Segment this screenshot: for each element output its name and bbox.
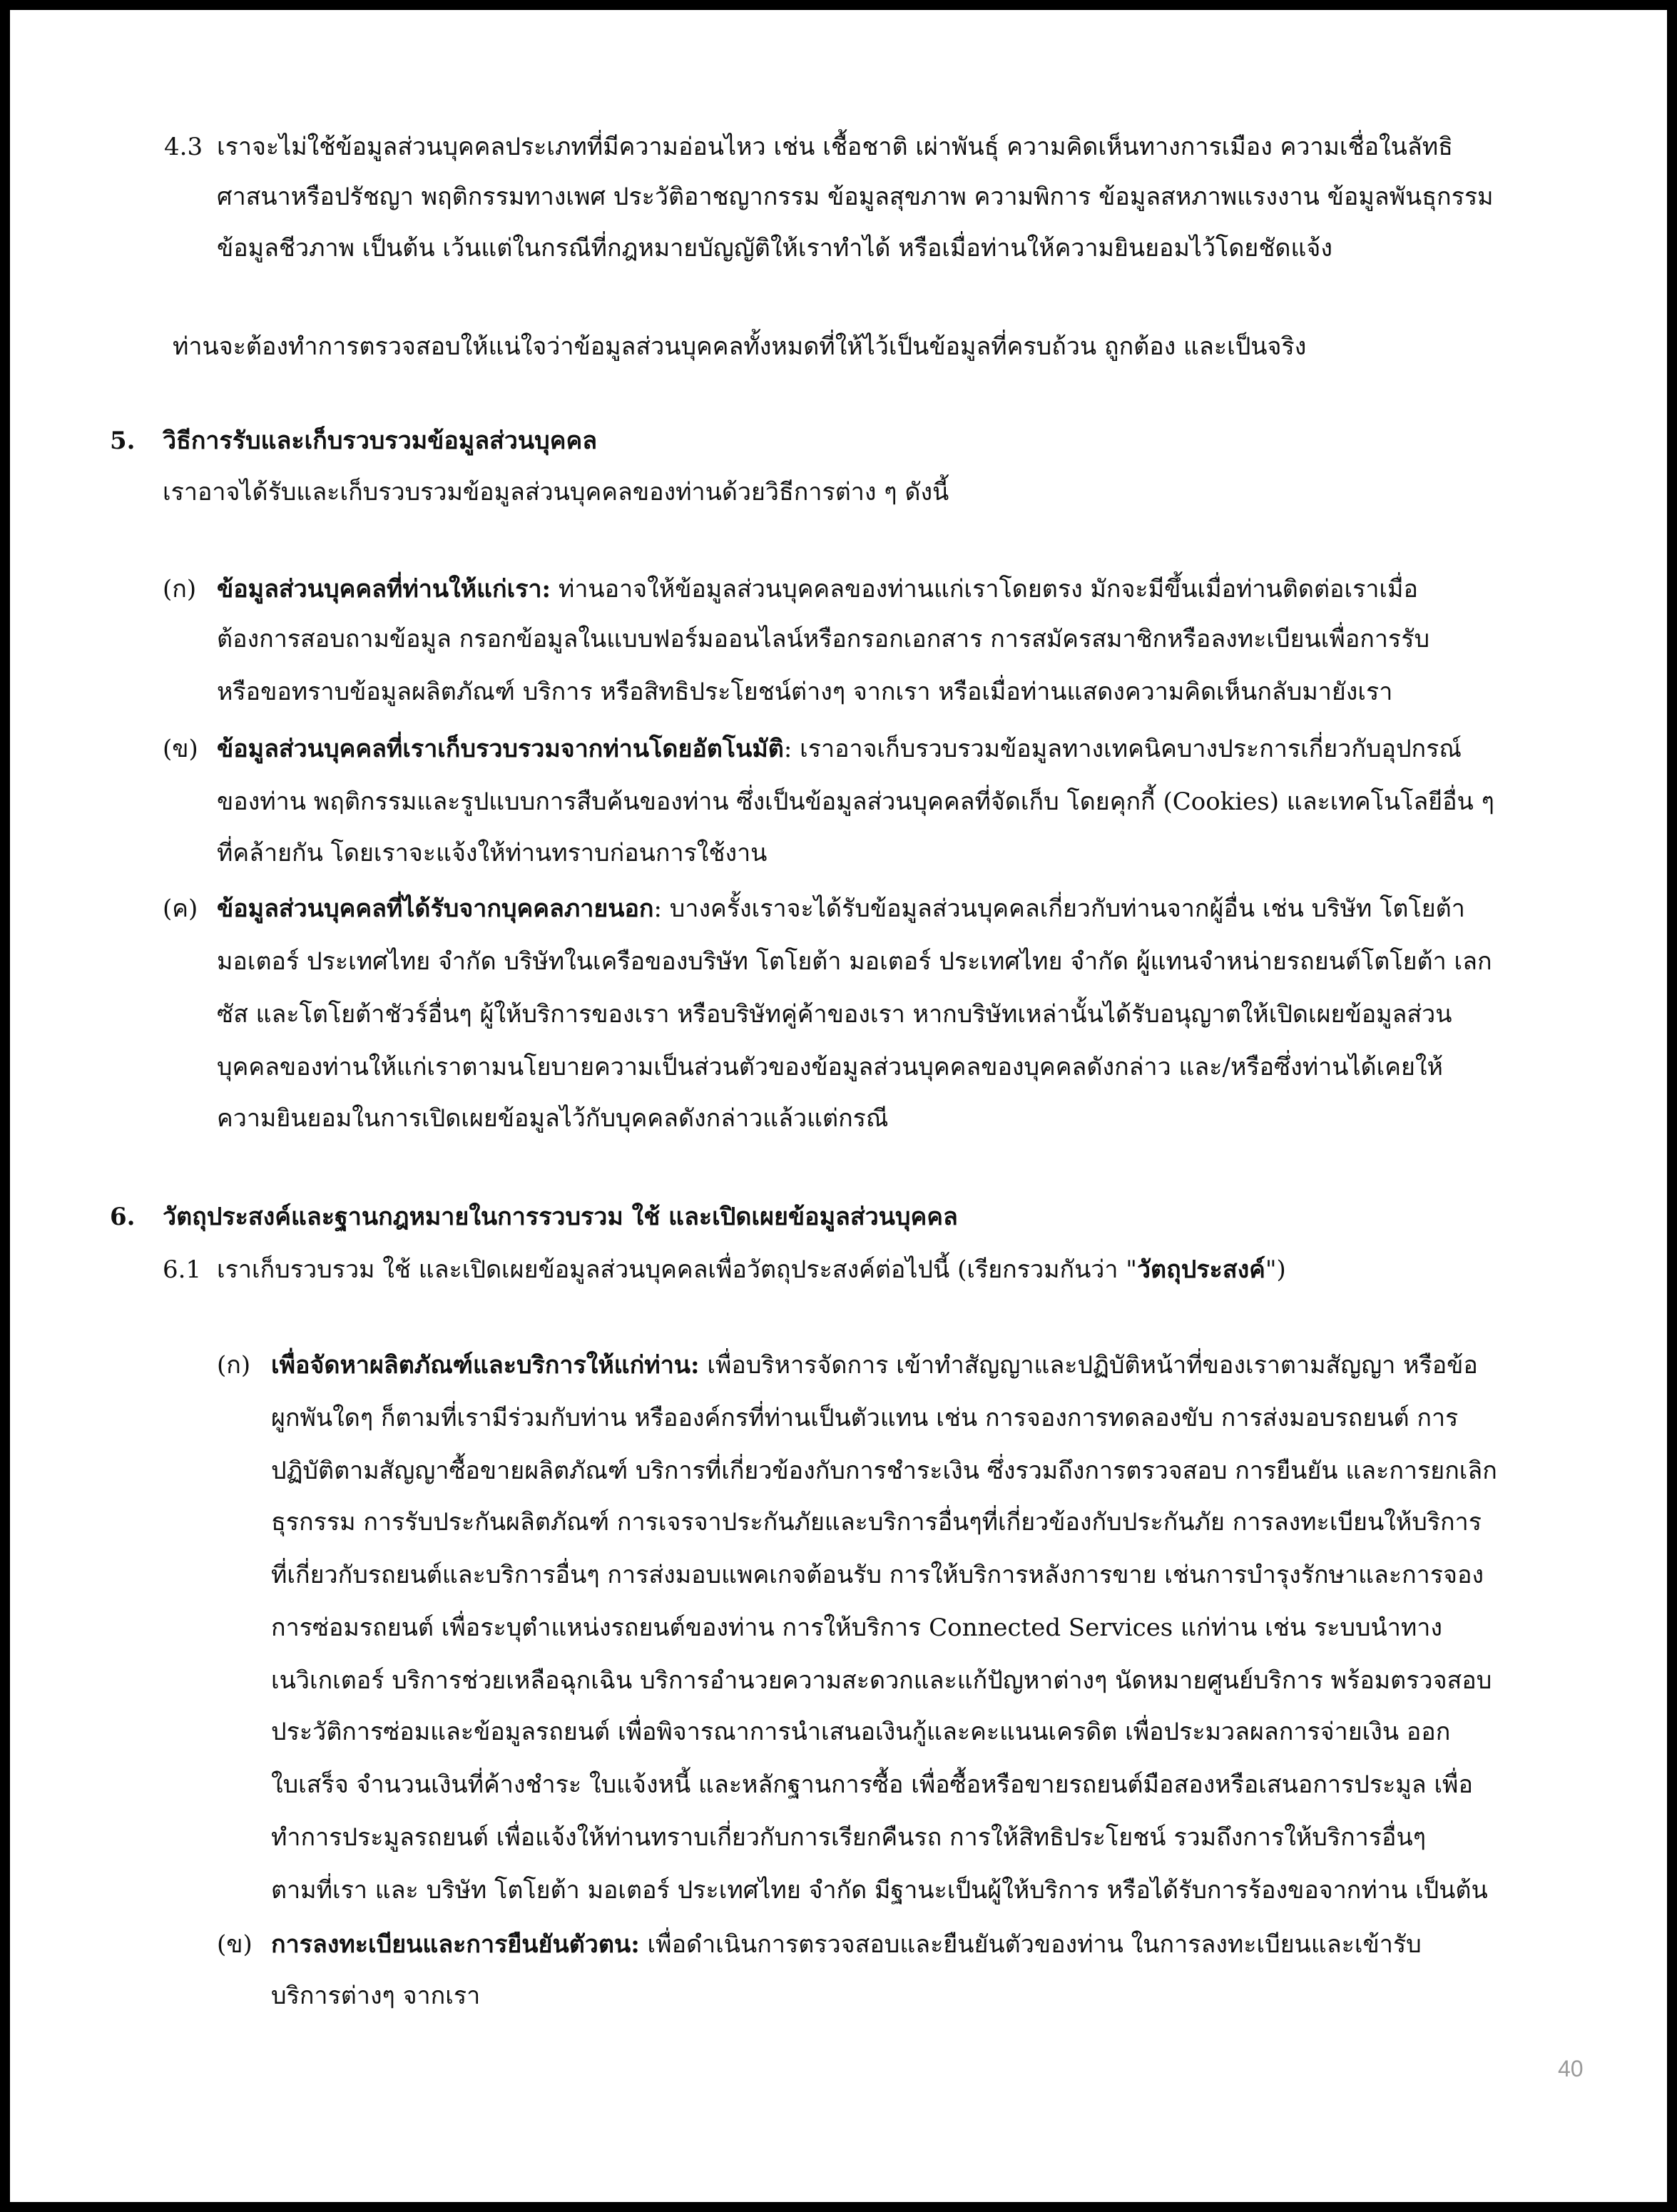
section-5-heading: วิธีการรับและเก็บรวบรวมข้อมูลส่วนบุคคล	[163, 427, 598, 455]
section-6-item-line: ปฏิบัติตามสัญญาซื้อขายผลิตภัณฑ์ บริการที่เกี่ยวข้องกับการชำระเงิน ซึ่งรวมถึงการตรวจสอบ การยืนยัน และการยกเลิก	[271, 1457, 1497, 1485]
section-5-item-line: บุคคลของท่านให้แก่เราตามนโยบายความเป็นส่วนตัวของข้อมูลส่วนบุคคลของบุคคลดังกล่าว และ/หรือซึ่งท่านได้เคยให้	[217, 1053, 1443, 1081]
section-6-item-marker: (ข)	[217, 1930, 253, 1959]
section-6-item-line: ที่เกี่ยวกับรถยนต์และบริการอื่นๆ การส่งมอบแพคเกจต้อนรับ การให้บริการหลังการขาย เช่นการบำรุงรักษาและการจอง	[271, 1561, 1484, 1589]
section-6-item-line: การซ่อมรถยนต์ เพื่อระบุตำแหน่งรถยนต์ของท่าน การให้บริการ Connected Services แก่ท่าน เช่น ระบบนำทาง	[271, 1614, 1442, 1642]
section-5-item-first-line	[217, 892, 1465, 926]
section-5-item-line: มอเตอร์ ประเทศไทย จำกัด บริษัทในเครือของบริษัท โตโยต้า มอเตอร์ ประเทศไทย จำกัด ผู้แทนจำหน่ายรถยนต์โตโยต้า เลก	[217, 947, 1492, 976]
section-6-item-line: บริการต่างๆ จากเรา	[271, 1982, 481, 2010]
section-4-3-line: ข้อมูลชีวภาพ เป็นต้น เว้นแต่ในกรณีที่กฎหมายบัญญัติให้เราทำได้ หรือเมื่อท่านให้ความยินยอมไว้โดยชัดแจ้ง	[217, 234, 1332, 263]
section-6-1-text-start: เราเก็บรวบรวม ใช้ และเปิดเผยข้อมูลส่วนบุคคลเพื่อวัตถุประสงค์ต่อไปนี้ (เรียกรวมกันว่า "	[217, 1255, 1137, 1284]
section-5-item-title: ข้อมูลส่วนบุคคลที่ได้รับจากบุคคลภายนอก	[217, 895, 654, 923]
section-6-number: 6.	[110, 1203, 136, 1231]
section-5-item-title: ข้อมูลส่วนบุคคลที่ท่านให้แก่เรา:	[217, 575, 551, 603]
section-6-1-text-end: ")	[1265, 1255, 1286, 1284]
section-6-item-line: เนวิเกเตอร์ บริการช่วยเหลือฉุกเฉิน บริการอำนวยความสะดวกและแก้ปัญหาต่างๆ นัดหมายศูนย์บริการ พร้อมตรวจสอบ	[271, 1666, 1492, 1695]
section-6-1-term: วัตถุประสงค์	[1136, 1255, 1265, 1284]
section-5-item-text: ท่านอาจให้ข้อมูลส่วนบุคคลของท่านแก่เราโดยตรง มักจะมีขึ้นเมื่อท่านติดต่อเราเมื่อ	[551, 575, 1418, 603]
section-5-item-marker: (ก)	[163, 575, 197, 603]
section-5-item-text: : บางครั้งเราจะได้รับข้อมูลส่วนบุคคลเกี่ยวกับท่านจากผู้อื่น เช่น บริษัท โตโยต้า	[653, 895, 1465, 923]
section-4-3-number: 4.3	[164, 133, 203, 161]
section-5-item-line: ซัส และโตโยต้าชัวร์อื่นๆ ผู้ให้บริการของเรา หรือบริษัทคู่ค้าของเรา หากบริษัทเหล่านั้นได้รับอนุญาตให้เปิดเผยข้อมูลส่วน	[217, 1000, 1452, 1029]
section-6-1-number: 6.1	[163, 1255, 202, 1284]
section-5-item-first-line	[217, 572, 1418, 606]
page-number: 40	[1558, 2056, 1584, 2081]
section-5-item-line: หรือขอทราบข้อมูลผลิตภัณฑ์ บริการ หรือสิทธิประโยชน์ต่างๆ จากเรา หรือเมื่อท่านแสดงความคิดเห็นกลับมายังเรา	[217, 678, 1393, 706]
section-6-1-text	[217, 1253, 1286, 1287]
section-6-item-line: ทำการประมูลรถยนต์ เพื่อแจ้งให้ท่านทราบเกี่ยวกับการเรียกคืนรถ การให้สิทธิประโยชน์ รวมถึงการให้บริการอื่นๆ	[271, 1823, 1426, 1852]
section-5-item-line: ความยินยอมในการเปิดเผยข้อมูลไว้กับบุคคลดังกล่าวแล้วแต่กรณี	[217, 1104, 889, 1133]
section-5-intro: เราอาจได้รับและเก็บรวบรวมข้อมูลส่วนบุคคลของท่านด้วยวิธีการต่าง ๆ ดังนี้	[163, 478, 949, 506]
section-5-item-line: ที่คล้ายกัน โดยเราจะแจ้งให้ท่านทราบก่อนการใช้งาน	[217, 839, 768, 867]
section-6-item-text: เพื่อบริหารจัดการ เข้าทำสัญญาและปฏิบัติหน้าที่ของเราตามสัญญา หรือข้อ	[699, 1351, 1478, 1380]
section-5-item-line: ของท่าน พฤติกรรมและรูปแบบการสืบค้นของท่าน ซึ่งเป็นข้อมูลส่วนบุคคลที่จัดเก็บ โดยคุกกี้ (Cookies) และเทคโนโลยีอื่น ๆ	[217, 788, 1494, 816]
section-5-item-line: ต้องการสอบถามข้อมูล กรอกข้อมูลในแบบฟอร์มออนไลน์หรือกรอกเอกสาร การสมัครสมาชิกหรือลงทะเบียนเพื่อการรับ	[217, 625, 1430, 653]
section-6-item-text: เพื่อดำเนินการตรวจสอบและยืนยันตัวของท่าน ในการลงทะเบียนและเข้ารับ	[639, 1930, 1422, 1959]
section-5-number: 5.	[110, 427, 136, 455]
section-6-item-line: ผูกพันใดๆ ก็ตามที่เรามีร่วมกับท่าน หรือองค์กรที่ท่านเป็นตัวแทน เช่น การจองการทดลองขับ การส่งมอบรถยนต์ การ	[271, 1404, 1459, 1432]
verify-note: ท่านจะต้องทำการตรวจสอบให้แน่ใจว่าข้อมูลส่วนบุคคลทั้งหมดที่ให้ไว้เป็นข้อมูลที่ครบถ้วน ถูกต้อง และเป็นจริง	[173, 332, 1307, 361]
section-6-item-line: ตามที่เรา และ บริษัท โตโยต้า มอเตอร์ ประเทศไทย จำกัด มีฐานะเป็นผู้ให้บริการ หรือได้รับการร้องขอจากท่าน เป็นต้น	[271, 1876, 1488, 1905]
section-6-item-marker: (ก)	[217, 1351, 251, 1380]
section-5-item-first-line	[217, 732, 1462, 766]
section-6-item-first-line	[271, 1348, 1478, 1382]
section-5-item-text: : เราอาจเก็บรวบรวมข้อมูลทางเทคนิคบางประการเกี่ยวกับอุปกรณ์	[783, 735, 1462, 763]
section-6-item-line: ธุรกรรม การรับประกันผลิตภัณฑ์ การเจรจาประกันภัยและบริการอื่นๆที่เกี่ยวข้องกับประกันภัย การลงทะเบียนให้บริการ	[271, 1508, 1482, 1536]
section-5-item-marker: (ค)	[163, 895, 198, 923]
section-4-3-line: ศาสนาหรือปรัชญา พฤติกรรมทางเพศ ประวัติอาชญากรรม ข้อมูลสุขภาพ ความพิการ ข้อมูลสหภาพแรงงาน ข้อมูลพันธุกรรม	[217, 183, 1494, 211]
section-6-item-line: ใบเสร็จ จำนวนเงินที่ค้างชำระ ใบแจ้งหนี้ และหลักฐานการซื้อ เพื่อซื้อหรือขายรถยนต์มือสองหรือเสนอการประมูล เพื่อ	[271, 1770, 1473, 1799]
section-5-item-title: ข้อมูลส่วนบุคคลที่เราเก็บรวบรวมจากท่านโดยอัตโนมัติ	[217, 735, 784, 763]
section-6-item-first-line	[271, 1927, 1422, 1962]
section-5-item-marker: (ข)	[163, 735, 198, 763]
section-6-item-line: ประวัติการซ่อมและข้อมูลรถยนต์ เพื่อพิจารณาการนำเสนอเงินกู้และคะแนนเครดิต เพื่อประมวลผลการจ่ายเงิน ออก	[271, 1718, 1451, 1746]
section-6-item-title: การลงทะเบียนและการยืนยันตัวตน:	[271, 1930, 640, 1959]
section-6-heading: วัตถุประสงค์และฐานกฎหมายในการรวบรวม ใช้ และเปิดเผยข้อมูลส่วนบุคคล	[163, 1203, 958, 1231]
section-6-item-title: เพื่อจัดหาผลิตภัณฑ์และบริการให้แก่ท่าน:	[271, 1351, 700, 1380]
section-4-3-line: เราจะไม่ใช้ข้อมูลส่วนบุคคลประเภทที่มีความอ่อนไหว เช่น เชื้อชาติ เผ่าพันธุ์ ความคิดเห็นทางการเมือง ความเชื่อในลัทธิ	[217, 133, 1453, 161]
